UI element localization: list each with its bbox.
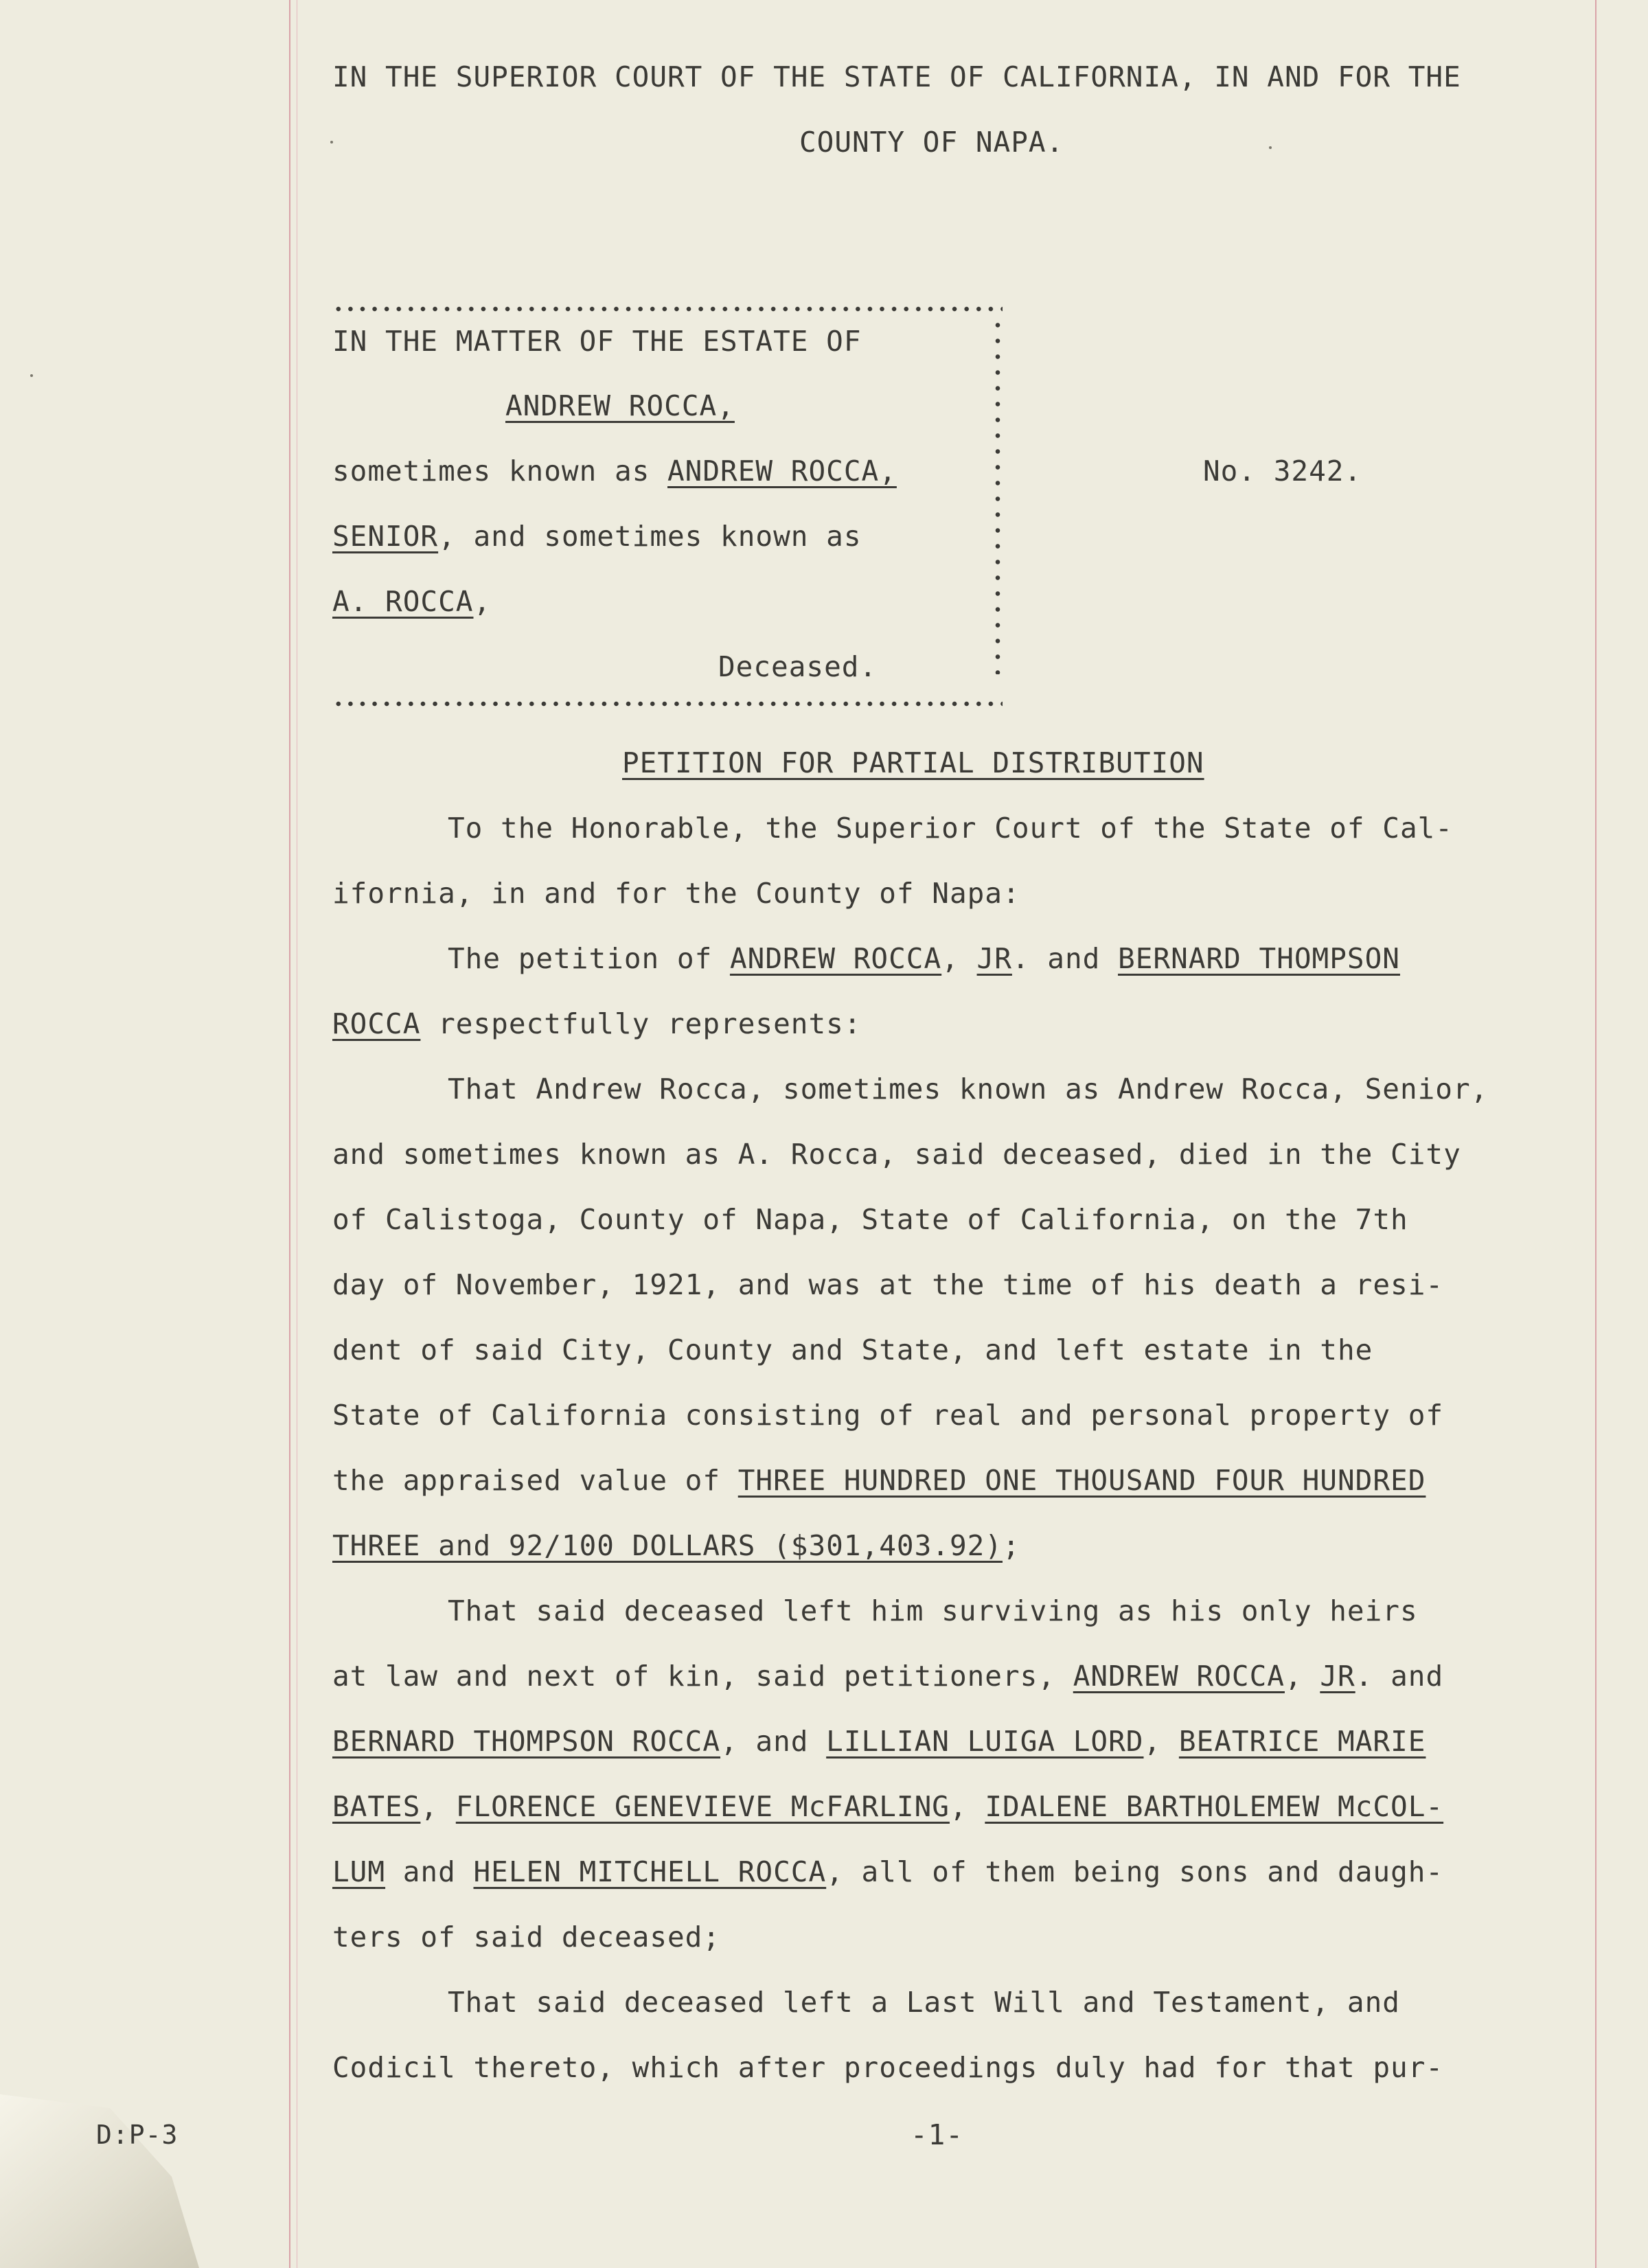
body-line: LUM and HELEN MITCHELL ROCCA, all of them being sons and daugh- xyxy=(332,1855,1444,1888)
caption-aka-line-1: sometimes known as ANDREW ROCCA, xyxy=(332,455,897,488)
body-line: ters of said deceased; xyxy=(332,1921,721,1954)
body-line: ifornia, in and for the County of Napa: xyxy=(332,877,1020,910)
caption-top-dotted-rule xyxy=(332,306,1003,312)
paper-speck xyxy=(30,374,33,377)
caption-aka-line-2: SENIOR, and sometimes known as xyxy=(332,520,862,553)
right-margin-rule xyxy=(1595,0,1596,2268)
caption-bottom-dotted-rule xyxy=(332,701,1003,707)
caption-vertical-dotted-rule xyxy=(994,317,1002,674)
footer-document-code: D:P-3 xyxy=(96,2120,179,2150)
body-line: State of California consisting of real and personal property of xyxy=(332,1399,1444,1432)
body-line: day of November, 1921, and was at the time of his death a resi- xyxy=(332,1268,1444,1301)
body-line: BERNARD THOMPSON ROCCA, and LILLIAN LUIGA LORD, BEATRICE MARIE xyxy=(332,1725,1426,1758)
page-number: -1- xyxy=(911,2118,964,2151)
body-line: at law and next of kin, said petitioners, ANDREW ROCCA, JR. and xyxy=(332,1660,1444,1693)
body-line: Codicil thereto, which after proceedings duly had for that pur- xyxy=(332,2051,1444,2084)
body-line: The petition of ANDREW ROCCA, JR. and BERNARD THOMPSON xyxy=(448,942,1400,975)
body-line: the appraised value of THREE HUNDRED ONE THOUSAND FOUR HUNDRED xyxy=(332,1464,1426,1497)
body-line: To the Honorable, the Superior Court of the State of Cal- xyxy=(448,812,1453,845)
body-line: of Calistoga, County of Napa, State of California, on the 7th xyxy=(332,1203,1408,1236)
paper-speck xyxy=(1269,146,1272,149)
caption-decedent-name: ANDREW ROCCA, xyxy=(505,389,735,422)
paper-speck xyxy=(330,141,333,144)
document-title: PETITION FOR PARTIAL DISTRIBUTION xyxy=(622,746,1204,779)
body-line: That said deceased left a Last Will and Testament, and xyxy=(448,1986,1400,2019)
body-line: BATES, FLORENCE GENEVIEVE McFARLING, IDALENE BARTHOLEMEW McCOL- xyxy=(332,1790,1444,1823)
body-line: and sometimes known as A. Rocca, said deceased, died in the City xyxy=(332,1138,1461,1171)
body-line: ROCCA respectfully represents: xyxy=(332,1007,862,1040)
case-number: No. 3242. xyxy=(1203,455,1362,488)
caption-deceased-label: Deceased. xyxy=(718,650,878,683)
caption-matter-line: IN THE MATTER OF THE ESTATE OF xyxy=(332,325,862,358)
left-margin-rule xyxy=(289,0,290,2268)
body-line: THREE and 92/100 DOLLARS ($301,403.92); xyxy=(332,1529,1020,1562)
body-line: That Andrew Rocca, sometimes known as Andrew Rocca, Senior, xyxy=(448,1073,1489,1106)
court-heading-line-2: COUNTY OF NAPA. xyxy=(799,126,1064,159)
body-line: That said deceased left him surviving as his only heirs xyxy=(448,1594,1418,1627)
caption-aka-line-3: A. ROCCA, xyxy=(332,585,492,618)
court-heading-line-1: IN THE SUPERIOR COURT OF THE STATE OF CALIFORNIA, IN AND FOR THE xyxy=(332,60,1461,93)
body-line: dent of said City, County and State, and left estate in the xyxy=(332,1333,1373,1366)
